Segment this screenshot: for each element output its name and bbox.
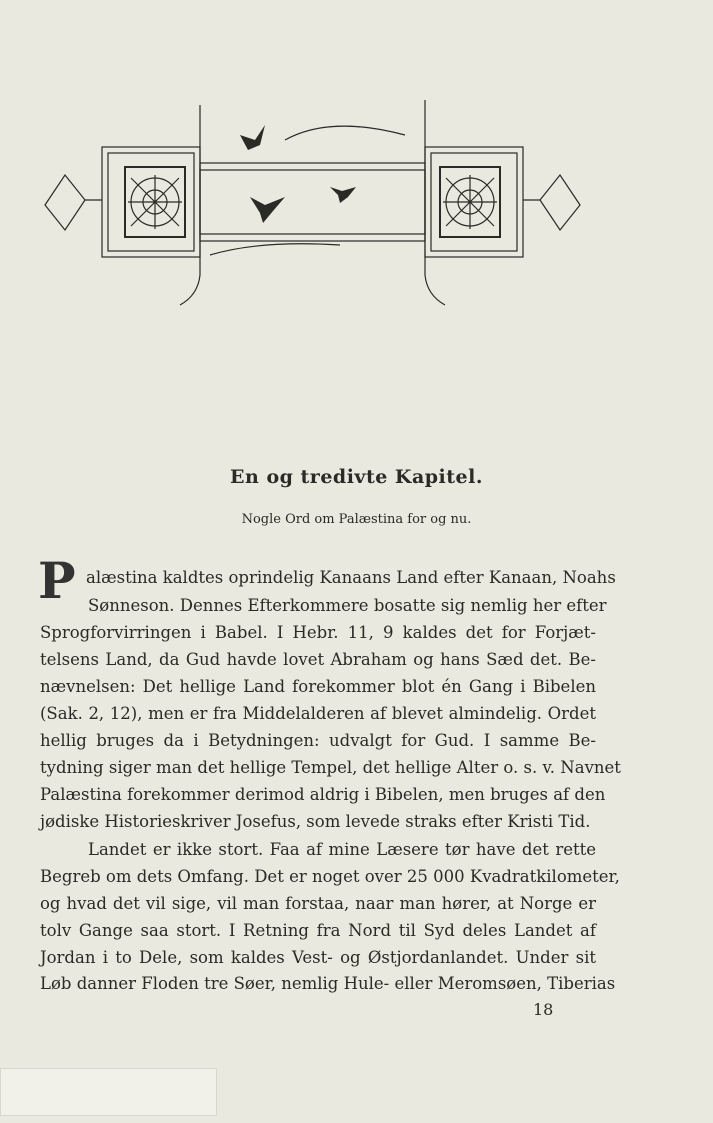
paper-slip bbox=[0, 1068, 217, 1116]
chapter-title: En og tredivte Kapitel. bbox=[230, 466, 483, 488]
text-line: Sprogforvirringen i Babel. I Hebr. 11, 9 kaldes det for Forjæt- bbox=[40, 623, 596, 642]
text-line: Palæstina forekommer derimod aldrig i Bibelen, men bruges af den bbox=[40, 785, 606, 804]
text-line: telsens Land, da Gud havde lovet Abraham og hans Sæd det. Be- bbox=[40, 650, 596, 669]
text-line: nævnelsen: Det hellige Land forekommer blot én Gang i Bibelen bbox=[40, 677, 596, 696]
text-line: Sønneson. Dennes Efterkommere bosatte sig nemlig her efter bbox=[88, 596, 607, 615]
text-line: jødiske Historieskriver Josefus, som levede straks efter Kristi Tid. bbox=[40, 812, 591, 831]
text-line: Jordan i to Dele, som kaldes Vest- og Østjordanlandet. Under sit bbox=[40, 948, 596, 967]
drop-cap: P bbox=[38, 551, 76, 610]
page-number: 18 bbox=[533, 1000, 554, 1019]
chapter-subtitle: Nogle Ord om Palæstina for og nu. bbox=[241, 512, 472, 527]
text-line: og hvad det vil sige, vil man forstaa, naar man hører, at Norge er bbox=[40, 894, 596, 913]
text-line: Landet er ikke stort. Faa af mine Læsere tør have det rette bbox=[88, 840, 596, 859]
text-line: tydning siger man det hellige Tempel, det hellige Alter o. s. v. Navnet bbox=[40, 758, 621, 777]
text-line: Løb danner Floden tre Søer, nemlig Hule- eller Meromsøen, Tiberias bbox=[40, 974, 616, 993]
text-line: hellig bruges da i Betydningen: udvalgt for Gud. I samme Be- bbox=[40, 731, 596, 750]
chapter-header-ornament bbox=[40, 95, 585, 310]
text-line: (Sak. 2, 12), men er fra Middelalderen af blevet almindelig. Ordet bbox=[40, 704, 596, 723]
text-line: alæstina kaldtes oprindelig Kanaans Land efter Kanaan, Noahs bbox=[86, 568, 616, 587]
text-line: tolv Gange saa stort. I Retning fra Nord til Syd deles Landet af bbox=[40, 921, 596, 940]
text-line: Begreb om dets Omfang. Det er noget over 25 000 Kvadratkilometer, bbox=[40, 867, 620, 886]
